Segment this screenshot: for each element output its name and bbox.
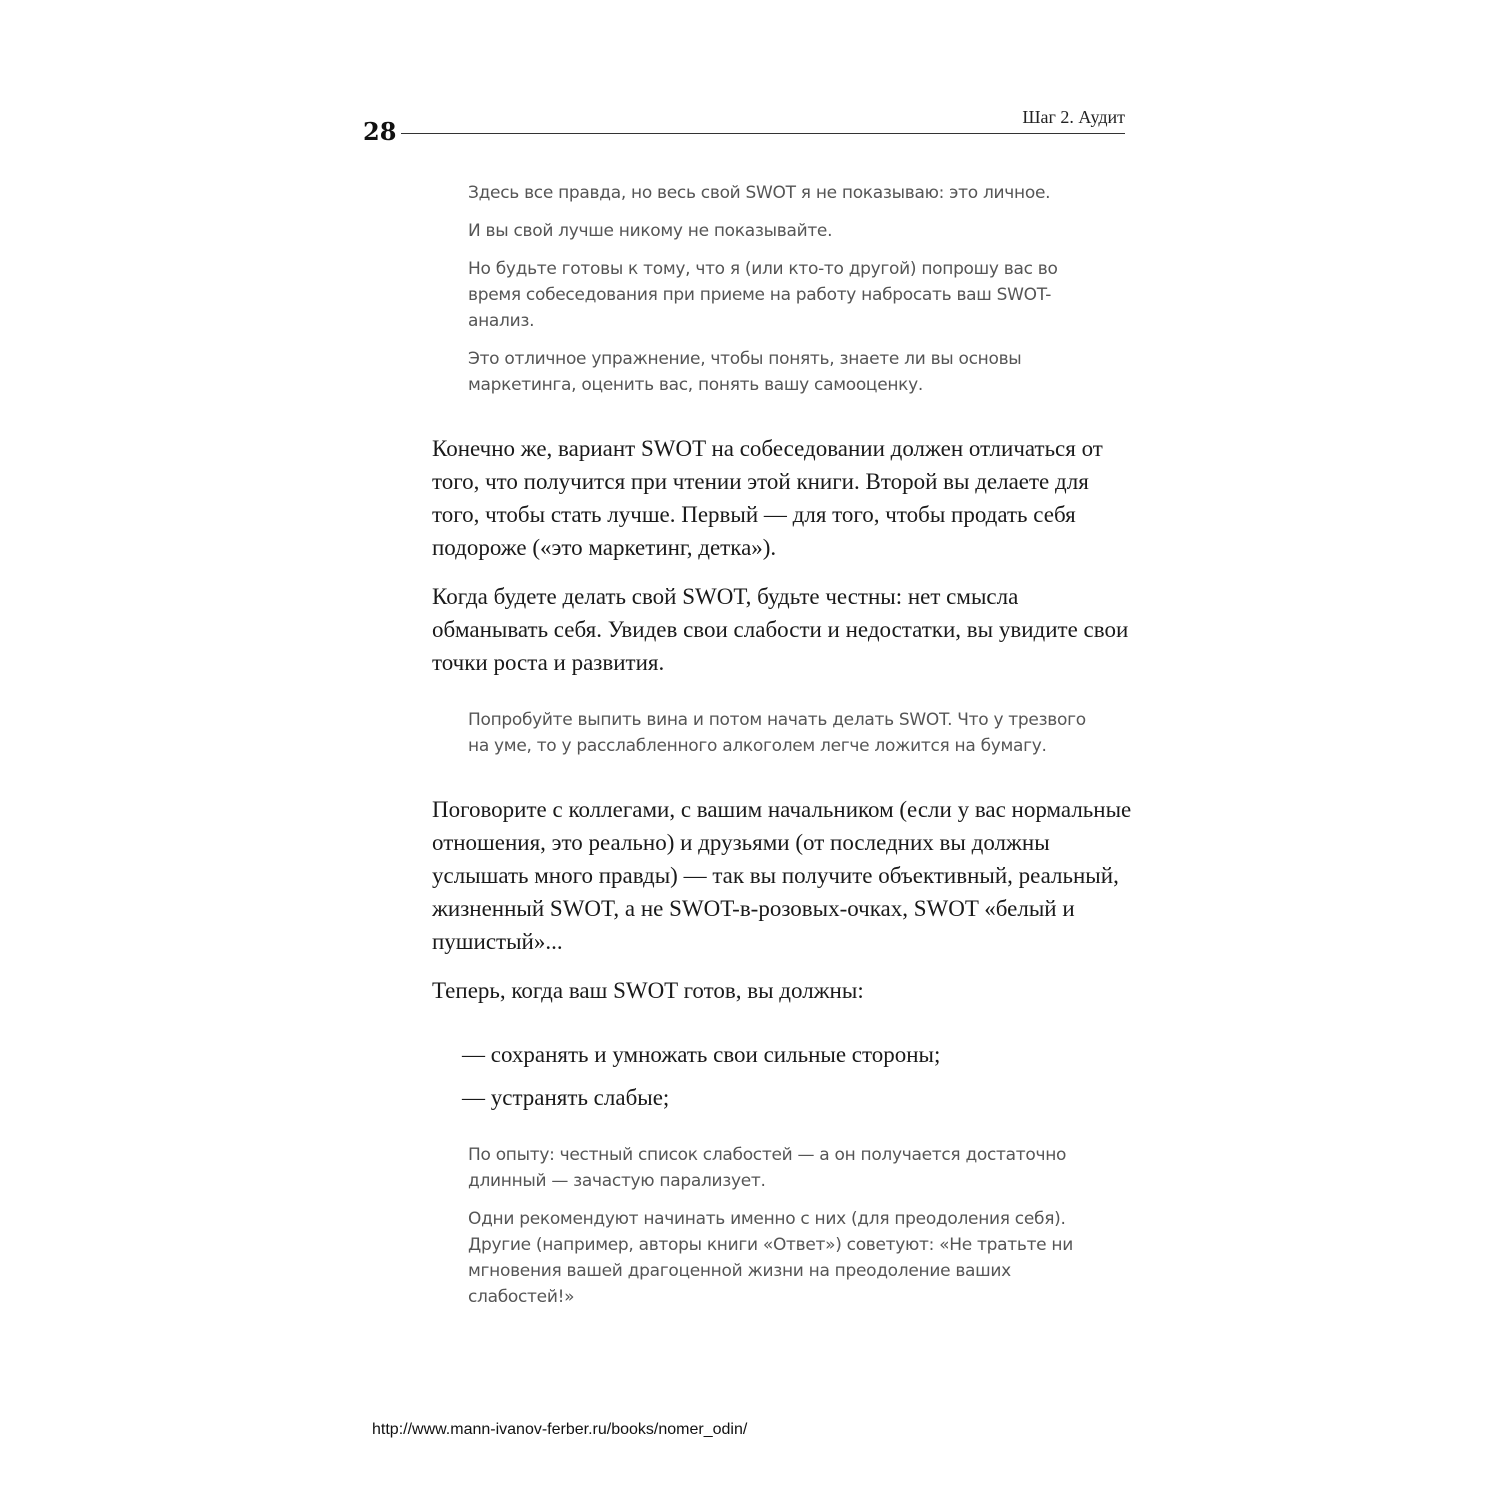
body-section-2	[432, 793, 1132, 1007]
sidebar-note-3	[468, 1142, 1093, 1310]
note-paragraph: Попробуйте выпить вина и потом начать делать SWOT. Что у трезвого на уме, то у расслабленного алкоголем легче ложится на бумагу.	[468, 710, 1086, 756]
source-url: http://www.mann-ivanov-ferber.ru/books/nomer_odin/	[372, 1421, 748, 1438]
sidebar-note-2	[468, 707, 1093, 759]
chapter-title: Шаг 2. Аудит	[1022, 107, 1125, 127]
note-paragraph: И вы свой лучше никому не показывайте.	[468, 221, 833, 241]
page-number: 28	[363, 117, 397, 146]
recommendation-list	[462, 1038, 1112, 1124]
note-paragraph: Одни рекомендуют начинать именно с них (для преодоления себя). Другие (например, авторы книги «Ответ») советуют: «Не тратьте ни мгновения вашей драгоценной жизни на преодоление ваших слабостей!»	[468, 1209, 1073, 1307]
header-rule	[401, 133, 1125, 134]
page-header	[363, 104, 1125, 150]
body-section-1	[432, 432, 1132, 679]
body-paragraph: Когда будете делать свой SWOT, будьте честны: нет смысла обманывать себя. Увидев свои слабости и недостатки, вы увидите свои точки роста и развития.	[432, 584, 1129, 675]
note-paragraph: По опыту: честный список слабостей — а он получается достаточно длинный — зачастую парализует.	[468, 1145, 1067, 1191]
note-paragraph: Но будьте готовы к тому, что я (или кто-то другой) попрошу вас во время собеседования при приеме на работу набросать ваш SWOT-анализ.	[468, 259, 1058, 331]
list-item: — устранять слабые;	[462, 1085, 670, 1110]
list-item: — сохранять и умножать свои сильные стороны;	[462, 1042, 941, 1067]
body-paragraph: Теперь, когда ваш SWOT готов, вы должны:	[432, 978, 864, 1003]
note-paragraph: Здесь все правда, но весь свой SWOT я не показываю: это личное.	[468, 183, 1051, 203]
body-paragraph: Поговорите с коллегами, с вашим начальником (если у вас нормальные отношения, это реально) и друзьями (от последних вы должны услышать много правды) — так вы получите объективный, реальный, жизненный SWOT, а не SWOT-в-розовых-очках, SWOT «белый и пушистый»...	[432, 797, 1132, 954]
note-paragraph: Это отличное упражнение, чтобы понять, знаете ли вы основы маркетинга, оценить вас, понять вашу самооценку.	[468, 349, 1022, 395]
sidebar-note-1	[468, 180, 1093, 398]
body-paragraph: Конечно же, вариант SWOT на собеседовании должен отличаться от того, что получится при чтении этой книги. Второй вы делаете для того, чтобы стать лучше. Первый — для того, чтобы продать себя подороже («это маркетинг, детка»).	[432, 436, 1103, 560]
